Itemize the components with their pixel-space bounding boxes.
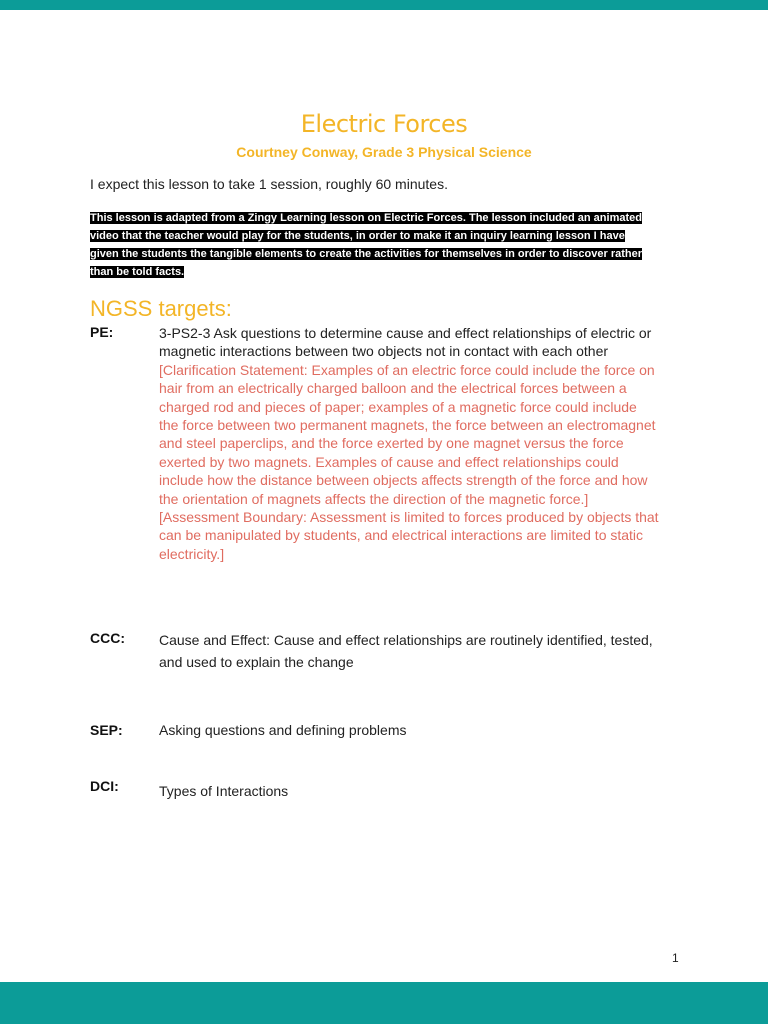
- ccc-text: Cause and Effect: Cause and effect relationships are routinely identified, tested, and used to explain the change: [159, 632, 653, 670]
- lesson-source-note-text: This lesson is adapted from a Zingy Learning lesson on Electric Forces. The lesson included an animated video that the teacher would play for the students, in order to make it an inquiry learning lesson I have given the students the tangible elements to create the activities for themselves in order to discover rather than be told facts.: [90, 212, 642, 278]
- lesson-duration-text: I expect this lesson to take 1 session, roughly 60 minutes.: [90, 176, 448, 192]
- page-title: Electric Forces: [300, 110, 468, 138]
- page-number: 1: [672, 951, 679, 965]
- pe-clarification: [Clarification Statement: Examples of an electric force could include the force on hair from an electrically charged balloon and the electrical forces between a charged rod and pieces of paper; examples of a magnetic force could include the force between two permanent magnets, the force between an electromagnet and steel paperclips, and the force exerted by one magnet versus the force exerted by two magnets. Examples of cause and effect relationships could include how the distance between objects affects strength of the force and how the orientation of magnets affects the direction of the magnetic force.] [Assessment Boundary: Assessment is limited to forces produced by objects that can be manipulated by students, and electrical interactions are limited to static electricity.]: [159, 361, 659, 562]
- bottom-accent-bar: [0, 982, 768, 1024]
- dci-label: DCI:: [90, 778, 119, 794]
- pe-text: 3-PS2-3 Ask questions to determine cause and effect relationships of electric or magnetic interactions between two objects not in contact with each other: [159, 325, 652, 360]
- ccc-label: CCC:: [90, 630, 125, 646]
- pe-section: [159, 324, 659, 563]
- top-accent-bar: [0, 0, 768, 10]
- page-subtitle: Courtney Conway, Grade 3 Physical Science: [236, 144, 532, 160]
- pe-label: PE:: [90, 324, 114, 340]
- sep-label: SEP:: [90, 722, 123, 738]
- dci-text: Types of Interactions: [159, 783, 289, 799]
- ngss-heading: NGSS targets:: [90, 296, 232, 321]
- sep-text: Asking questions and defining problems: [159, 722, 407, 738]
- lesson-source-note: [90, 209, 650, 281]
